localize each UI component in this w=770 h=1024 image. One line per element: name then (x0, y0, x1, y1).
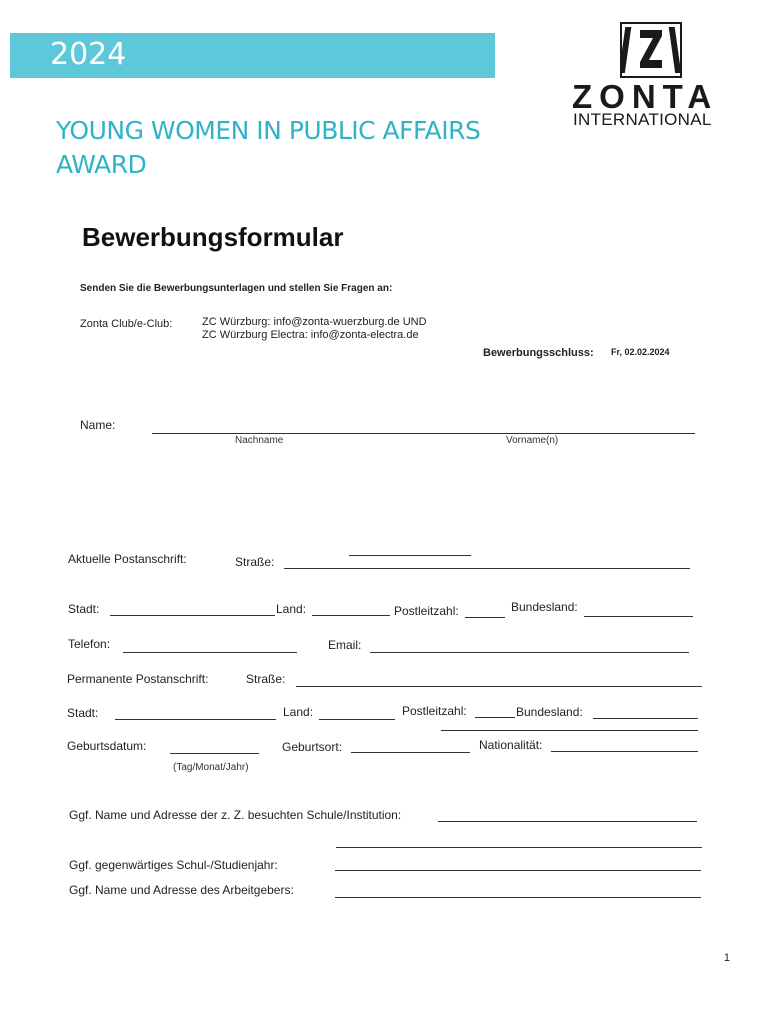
permanent-city-label: Stadt: (67, 706, 99, 720)
phone-field[interactable] (123, 652, 297, 653)
nationality-label: Nationalität: (479, 738, 543, 752)
birthplace-field[interactable] (351, 752, 470, 753)
year-label: 2024 (50, 37, 127, 72)
phone-label: Telefon: (68, 637, 111, 651)
date-format-hint: (Tag/Monat/Jahr) (173, 762, 249, 773)
current-street-label: Straße: (235, 555, 275, 569)
permanent-extra-line[interactable] (441, 730, 698, 731)
current-zip-label: Postleitzahl: (394, 604, 459, 618)
page-number: 1 (723, 952, 730, 964)
permanent-state-label: Bundesland: (516, 705, 583, 719)
vorname-caption: Vorname(n) (506, 435, 559, 446)
club-contact-1: ZC Würzburg: info@zonta-wuerzburg.de UND (202, 316, 427, 328)
logo-subtitle: INTERNATIONAL (573, 110, 712, 129)
current-street-field[interactable] (284, 568, 690, 569)
study-year-label: Ggf. gegenwärtiges Schul-/Studienjahr: (69, 858, 278, 872)
school-field[interactable] (438, 821, 697, 822)
current-state-field[interactable] (584, 616, 693, 617)
logo-wordmark: ZONTA (572, 78, 719, 115)
permanent-country-label: Land: (283, 705, 314, 719)
employer-field[interactable] (335, 897, 701, 898)
permanent-country-field[interactable] (319, 719, 395, 720)
zonta-emblem-icon (620, 22, 682, 78)
name-label: Name: (80, 418, 116, 432)
club-contact-2: ZC Würzburg Electra: info@zonta-electra.de (202, 329, 419, 341)
current-country-field[interactable] (312, 615, 390, 616)
current-country-label: Land: (276, 602, 307, 616)
employer-label: Ggf. Name und Adresse des Arbeitgebers: (69, 883, 294, 897)
permanent-zip-label: Postleitzahl: (402, 704, 467, 718)
email-field[interactable] (370, 652, 689, 653)
current-city-field[interactable] (110, 615, 275, 616)
permanent-city-field[interactable] (115, 719, 276, 720)
deadline-value: Fr, 02.02.2024 (611, 347, 670, 357)
birthdate-label: Geburtsdatum: (67, 739, 147, 753)
permanent-street-label: Straße: (246, 672, 286, 686)
current-city-label: Stadt: (68, 602, 100, 616)
award-title: YOUNG WOMEN IN PUBLIC AFFAIRS AWARD (56, 116, 481, 179)
birthplace-label: Geburtsort: (282, 740, 343, 754)
permanent-street-field[interactable] (296, 686, 702, 687)
school-field-2[interactable] (336, 847, 702, 848)
name-input-line[interactable] (152, 433, 695, 434)
permanent-address-label: Permanente Postanschrift: (67, 672, 209, 686)
birthdate-field[interactable] (170, 753, 259, 754)
deadline-label: Bewerbungsschluss: (483, 347, 594, 359)
current-zip-field[interactable] (465, 617, 505, 618)
nachname-caption: Nachname (235, 435, 284, 446)
school-label: Ggf. Name und Adresse der z. Z. besuchten Schule/Institution: (69, 808, 402, 822)
permanent-state-field[interactable] (593, 718, 698, 719)
permanent-zip-field[interactable] (475, 717, 515, 718)
study-year-field[interactable] (335, 870, 701, 871)
address-extra-line[interactable] (349, 555, 471, 556)
club-label: Zonta Club/e-Club: (80, 318, 173, 330)
form-title: Bewerbungsformular (82, 222, 344, 252)
current-state-label: Bundesland: (511, 600, 578, 614)
nationality-field[interactable] (551, 751, 698, 752)
email-label: Email: (328, 638, 362, 652)
send-instructions: Senden Sie die Bewerbungsunterlagen und stellen Sie Fragen an: (80, 283, 393, 294)
current-address-label: Aktuelle Postanschrift: (68, 552, 187, 566)
